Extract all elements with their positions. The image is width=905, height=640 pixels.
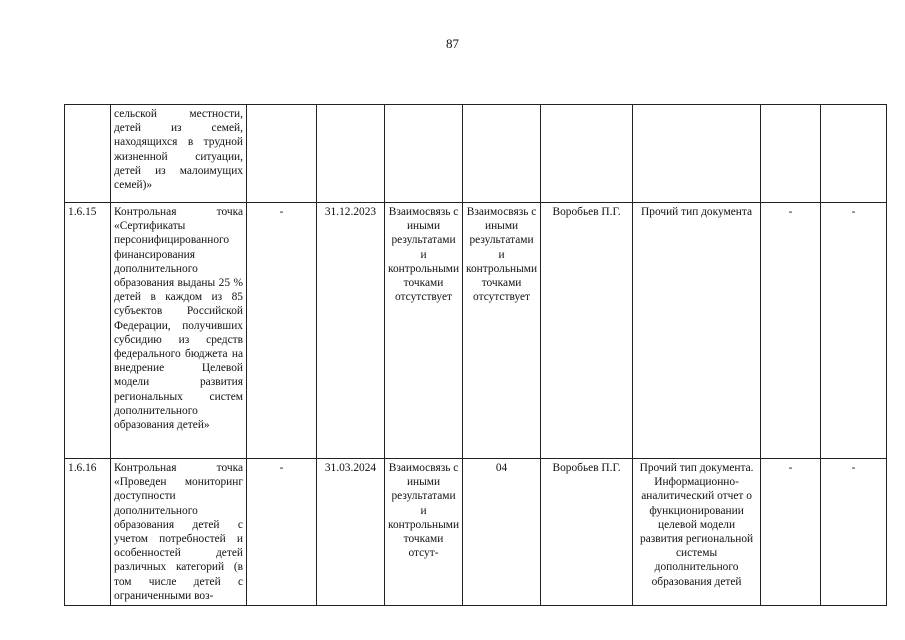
row-responsible: Воробьев П.Г. bbox=[541, 203, 633, 459]
row-successor: 04 bbox=[463, 459, 541, 606]
table-row bbox=[65, 105, 887, 203]
row-predecessor bbox=[385, 105, 463, 203]
row-col9: - bbox=[761, 459, 821, 606]
row-col10: - bbox=[821, 203, 887, 459]
row-start bbox=[247, 105, 317, 203]
table-row bbox=[65, 203, 887, 459]
row-col9: - bbox=[761, 203, 821, 459]
row-document-type bbox=[633, 105, 761, 203]
row-number: 1.6.15 bbox=[65, 203, 111, 459]
row-end: 31.12.2023 bbox=[317, 203, 385, 459]
row-start: - bbox=[247, 459, 317, 606]
row-col9 bbox=[761, 105, 821, 203]
row-name: сельской местности, детей из семей, находящихся в трудной жизненной ситуации, детей из малоимущих семей)» bbox=[111, 105, 247, 203]
row-predecessor: Взаимосвязь с иными результатами и контрольными точками отсут- bbox=[385, 459, 463, 606]
row-end bbox=[317, 105, 385, 203]
row-col10: - bbox=[821, 459, 887, 606]
row-successor: Взаимосвязь с иными результатами и контрольными точками отсутствует bbox=[463, 203, 541, 459]
row-name: Контрольная точка «Проведен мониторинг доступности дополнительного образования детей с учетом потребностей и особенностей детей различных категорий (в том числе детей с ограниченными воз- bbox=[111, 459, 247, 606]
row-successor bbox=[463, 105, 541, 203]
document-table bbox=[64, 104, 887, 606]
row-document-type: Прочий тип документа bbox=[633, 203, 761, 459]
row-number: 1.6.16 bbox=[65, 459, 111, 606]
row-number bbox=[65, 105, 111, 203]
table-row bbox=[65, 459, 887, 606]
row-end: 31.03.2024 bbox=[317, 459, 385, 606]
row-name: Контрольная точка «Сертификаты персонифицированного финансирования дополнительного образования выданы 25 % детей в каждом из 85 субъектов Российской Федерации, получивших субсидию из средств федерального бюджета на внедрение Целевой модели развития региональных систем дополнительного образования детей» bbox=[111, 203, 247, 459]
row-document-type: Прочий тип документа. Информационно-аналитический отчет о функционировании целевой модели развития региональной системы дополнительного образования детей bbox=[633, 459, 761, 606]
row-responsible: Воробьев П.Г. bbox=[541, 459, 633, 606]
row-start: - bbox=[247, 203, 317, 459]
page-number: 87 bbox=[446, 36, 459, 51]
row-responsible bbox=[541, 105, 633, 203]
row-predecessor: Взаимосвязь с иными результатами и контрольными точками отсутствует bbox=[385, 203, 463, 459]
row-col10 bbox=[821, 105, 887, 203]
